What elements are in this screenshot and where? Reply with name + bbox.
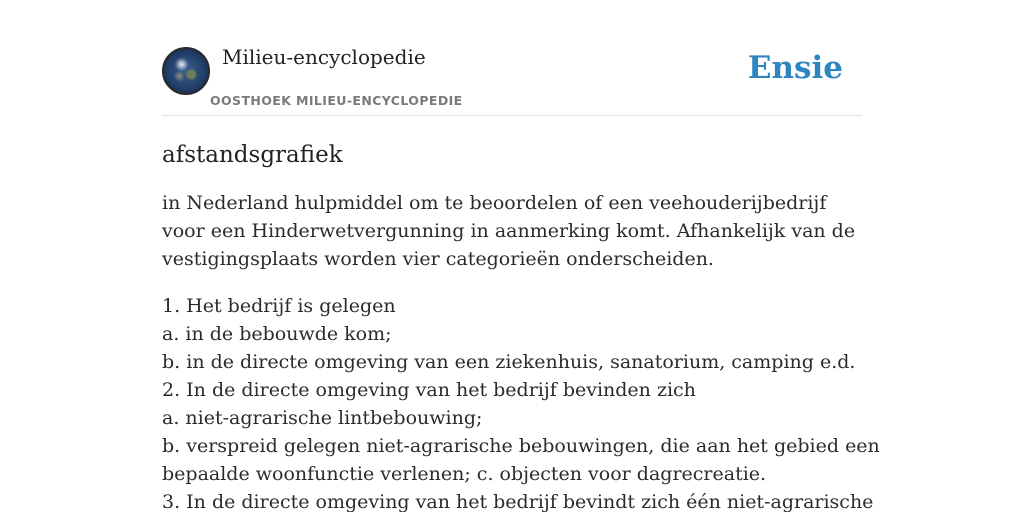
list-line: 2. In de directe omgeving van het bedrijf bevinden zich [162, 379, 696, 401]
article-definition: in Nederland hulpmiddel om te beoordelen of een veehouderijbedrijf voor een Hinderwetvergunning in aanmerking komt. Afhankelijk van de vestigingsplaats worden vier categorieën onderscheiden. [162, 192, 856, 270]
article-list [162, 292, 880, 512]
list-line: a. in de bebouwde kom; [162, 323, 392, 345]
site-header [162, 44, 862, 116]
site-title[interactable]: Milieu-encyclopedie [222, 45, 426, 69]
list-line: 1. Het bedrijf is gelegen [162, 295, 396, 317]
list-line: b. verspreid gelegen niet-agrarische bebouwingen, die aan het gebied een [162, 435, 880, 457]
list-line: 3. In de directe omgeving van het bedrijf bevindt zich één niet-agrarische [162, 491, 874, 512]
site-subtitle[interactable]: OOSTHOEK MILIEU-ENCYCLOPEDIE [210, 93, 463, 108]
article-term: afstandsgrafiek [162, 142, 343, 168]
article [162, 136, 880, 512]
list-line: bepaalde woonfunctie verlenen; c. objecten voor dagrecreatie. [162, 463, 767, 485]
brand-logo[interactable]: Ensie [747, 50, 843, 86]
list-line: b. in de directe omgeving van een ziekenhuis, sanatorium, camping e.d. [162, 351, 856, 373]
list-line: a. niet-agrarische lintbebouwing; [162, 407, 483, 429]
globe-logo-icon[interactable] [162, 47, 210, 95]
